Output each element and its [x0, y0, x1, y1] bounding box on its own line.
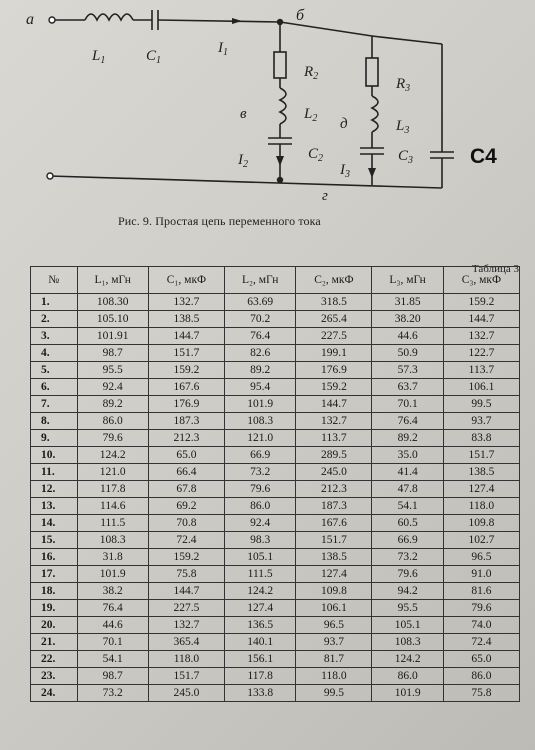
table-cell: 138.5: [148, 311, 224, 328]
table-cell: 101.9: [225, 396, 296, 413]
table-cell: 144.7: [296, 396, 372, 413]
table-cell: 365.4: [148, 634, 224, 651]
table-row: [31, 396, 520, 413]
table-row: [31, 600, 520, 617]
row-number-cell: 12.: [31, 481, 78, 498]
table-cell: 127.4: [225, 600, 296, 617]
table-cell: 132.7: [148, 294, 224, 311]
table-row: [31, 447, 520, 464]
table-cell: 117.8: [77, 481, 148, 498]
table-cell: 65.0: [443, 651, 519, 668]
table-cell: 140.1: [225, 634, 296, 651]
table-cell: 144.7: [443, 311, 519, 328]
table-row: [31, 413, 520, 430]
table-row: [31, 549, 520, 566]
table-row: [31, 328, 520, 345]
table-cell: 132.7: [443, 328, 519, 345]
table-cell: 136.5: [225, 617, 296, 634]
label-r3: $R_3$: [396, 76, 411, 94]
table-cell: 151.7: [148, 345, 224, 362]
table-header-row: [31, 267, 520, 294]
table-cell: 47.8: [372, 481, 443, 498]
current-arrow-i3: [368, 168, 376, 178]
table-cell: 96.5: [443, 549, 519, 566]
table-cell: 121.0: [225, 430, 296, 447]
table-cell: 50.9: [372, 345, 443, 362]
table-cell: 82.6: [225, 345, 296, 362]
table-row: [31, 498, 520, 515]
table-row: [31, 515, 520, 532]
table-cell: 227.5: [148, 600, 224, 617]
table-cell: 89.2: [77, 396, 148, 413]
table-cell: 70.1: [77, 634, 148, 651]
table-cell: 65.0: [148, 447, 224, 464]
table-cell: 102.7: [443, 532, 519, 549]
table-cell: 31.85: [372, 294, 443, 311]
table-cell: 111.5: [225, 566, 296, 583]
table-cell: 69.2: [148, 498, 224, 515]
table-cell: 41.4: [372, 464, 443, 481]
table-cell: 89.2: [372, 430, 443, 447]
table-cell: 92.4: [225, 515, 296, 532]
label-r2: $R_2$: [304, 64, 319, 82]
label-i2: $I_2$: [238, 152, 248, 170]
label-l1: $L_1$: [92, 48, 106, 66]
table-cell: 73.2: [225, 464, 296, 481]
table-cell: 167.6: [296, 515, 372, 532]
row-number-cell: 6.: [31, 379, 78, 396]
table-cell: 122.7: [443, 345, 519, 362]
table-cell: 57.3: [372, 362, 443, 379]
table-row: [31, 634, 520, 651]
table-cell: 66.9: [372, 532, 443, 549]
table-cell: 96.5: [296, 617, 372, 634]
table-cell: 79.6: [77, 430, 148, 447]
table-cell: 113.7: [443, 362, 519, 379]
table-row: [31, 685, 520, 702]
table-cell: 108.3: [77, 532, 148, 549]
label-c2: $C_2$: [308, 146, 324, 164]
table-cell: 70.1: [372, 396, 443, 413]
table-cell: 74.0: [443, 617, 519, 634]
table-cell: 44.6: [372, 328, 443, 345]
table-cell: 124.2: [372, 651, 443, 668]
table-cell: 144.7: [148, 583, 224, 600]
terminal-a: [49, 17, 55, 23]
row-number-cell: 4.: [31, 345, 78, 362]
table-cell: 70.8: [148, 515, 224, 532]
row-number-cell: 7.: [31, 396, 78, 413]
table-cell: 72.4: [443, 634, 519, 651]
table-cell: 81.6: [443, 583, 519, 600]
table-cell: 72.4: [148, 532, 224, 549]
table-cell: 187.3: [296, 498, 372, 515]
table-cell: 54.1: [372, 498, 443, 515]
circuit-diagram: [0, 0, 535, 215]
node-g-dot: [277, 177, 283, 183]
table-cell: 99.5: [296, 685, 372, 702]
table-row: [31, 362, 520, 379]
row-number-cell: 21.: [31, 634, 78, 651]
table-row: [31, 583, 520, 600]
table-cell: 212.3: [296, 481, 372, 498]
table-cell: 86.0: [372, 668, 443, 685]
table-row: [31, 311, 520, 328]
table-cell: 44.6: [77, 617, 148, 634]
row-number-cell: 3.: [31, 328, 78, 345]
row-number-cell: 10.: [31, 447, 78, 464]
label-l2: $L_2$: [304, 106, 318, 124]
table-cell: 159.2: [443, 294, 519, 311]
table-cell: 113.7: [296, 430, 372, 447]
table-cell: 105.1: [225, 549, 296, 566]
table-cell: 127.4: [443, 481, 519, 498]
table-cell: 106.1: [443, 379, 519, 396]
table-cell: 109.8: [443, 515, 519, 532]
table-row: [31, 430, 520, 447]
table-cell: 124.2: [225, 583, 296, 600]
table-cell: 151.7: [296, 532, 372, 549]
table-cell: 132.7: [148, 617, 224, 634]
header-cell: L₂, мГн: [225, 267, 296, 294]
table-cell: 105.10: [77, 311, 148, 328]
table-cell: 101.91: [77, 328, 148, 345]
table-cell: 121.0: [77, 464, 148, 481]
table-cell: 159.2: [148, 362, 224, 379]
header-cell: C₂, мкФ: [296, 267, 372, 294]
label-c1: $C_1$: [146, 48, 162, 66]
node-label-v: в: [240, 106, 247, 122]
label-i3: $I_3$: [340, 162, 350, 180]
table-cell: 93.7: [296, 634, 372, 651]
table-cell: 212.3: [148, 430, 224, 447]
label-l3: $L_3$: [396, 118, 410, 136]
node-label-b: б: [296, 7, 305, 24]
row-number-cell: 11.: [31, 464, 78, 481]
table-cell: 151.7: [443, 447, 519, 464]
table-cell: 289.5: [296, 447, 372, 464]
table-cell: 118.0: [148, 651, 224, 668]
row-number-cell: 14.: [31, 515, 78, 532]
table-cell: 156.1: [225, 651, 296, 668]
table-cell: 132.7: [296, 413, 372, 430]
table-cell: 67.8: [148, 481, 224, 498]
row-number-cell: 9.: [31, 430, 78, 447]
table-cell: 318.5: [296, 294, 372, 311]
table-cell: 63.7: [372, 379, 443, 396]
header-cell: C₃, мкФ: [443, 267, 519, 294]
table-cell: 73.2: [372, 549, 443, 566]
row-number-cell: 18.: [31, 583, 78, 600]
row-number-cell: 23.: [31, 668, 78, 685]
table-cell: 66.4: [148, 464, 224, 481]
table-cell: 79.6: [225, 481, 296, 498]
table-cell: 118.0: [443, 498, 519, 515]
table-row: [31, 566, 520, 583]
table-row: [31, 668, 520, 685]
table-cell: 98.3: [225, 532, 296, 549]
row-number-cell: 20.: [31, 617, 78, 634]
table-cell: 31.8: [77, 549, 148, 566]
table-body: [31, 294, 520, 702]
node-b-dot: [277, 19, 283, 25]
row-number-cell: 2.: [31, 311, 78, 328]
table-cell: 245.0: [296, 464, 372, 481]
row-number-cell: 24.: [31, 685, 78, 702]
table-cell: 73.2: [77, 685, 148, 702]
table-cell: 108.3: [372, 634, 443, 651]
table-cell: 89.2: [225, 362, 296, 379]
added-capacitor-label: C4: [470, 145, 497, 168]
table-cell: 75.8: [148, 566, 224, 583]
header-cell: L₁, мГн: [77, 267, 148, 294]
header-cell: C₁, мкФ: [148, 267, 224, 294]
row-number-cell: 22.: [31, 651, 78, 668]
table-cell: 95.5: [77, 362, 148, 379]
table-cell: 99.5: [443, 396, 519, 413]
table-cell: 63.69: [225, 294, 296, 311]
row-number-cell: 17.: [31, 566, 78, 583]
table-cell: 94.2: [372, 583, 443, 600]
row-number-cell: 5.: [31, 362, 78, 379]
row-number-cell: 13.: [31, 498, 78, 515]
node-label-a: а: [26, 11, 34, 28]
table-row: [31, 464, 520, 481]
table-cell: 138.5: [443, 464, 519, 481]
table-cell: 118.0: [296, 668, 372, 685]
table-cell: 75.8: [443, 685, 519, 702]
table-cell: 93.7: [443, 413, 519, 430]
node-label-d: д: [340, 116, 348, 132]
label-c3: $C_3$: [398, 148, 414, 166]
table-cell: 114.6: [77, 498, 148, 515]
table-cell: 124.2: [77, 447, 148, 464]
table-cell: 98.7: [77, 668, 148, 685]
table-cell: 138.5: [296, 549, 372, 566]
table-row: [31, 617, 520, 634]
row-number-cell: 15.: [31, 532, 78, 549]
table-cell: 35.0: [372, 447, 443, 464]
table-cell: 66.9: [225, 447, 296, 464]
table-cell: 95.5: [372, 600, 443, 617]
table-cell: 79.6: [372, 566, 443, 583]
table-cell: 92.4: [77, 379, 148, 396]
table-cell: 83.8: [443, 430, 519, 447]
table-cell: 245.0: [148, 685, 224, 702]
table-cell: 101.9: [372, 685, 443, 702]
table-cell: 76.4: [225, 328, 296, 345]
table-cell: 38.2: [77, 583, 148, 600]
table-cell: 98.7: [77, 345, 148, 362]
table-cell: 105.1: [372, 617, 443, 634]
table-cell: 127.4: [296, 566, 372, 583]
table-cell: 265.4: [296, 311, 372, 328]
table-cell: 76.4: [372, 413, 443, 430]
table-cell: 199.1: [296, 345, 372, 362]
header-cell: L₃, мГн: [372, 267, 443, 294]
current-arrow-i1: [232, 18, 242, 24]
terminal-bottom: [47, 173, 53, 179]
table-row: [31, 345, 520, 362]
table-cell: 133.8: [225, 685, 296, 702]
table-row: [31, 294, 520, 311]
table-cell: 86.0: [443, 668, 519, 685]
table-cell: 176.9: [148, 396, 224, 413]
table-cell: 106.1: [296, 600, 372, 617]
row-number-cell: 16.: [31, 549, 78, 566]
table-row: [31, 532, 520, 549]
table-cell: 151.7: [148, 668, 224, 685]
table-cell: 76.4: [77, 600, 148, 617]
table-cell: 86.0: [225, 498, 296, 515]
table-cell: 60.5: [372, 515, 443, 532]
row-number-cell: 8.: [31, 413, 78, 430]
table-cell: 54.1: [77, 651, 148, 668]
table-cell: 109.8: [296, 583, 372, 600]
table-row: [31, 651, 520, 668]
header-cell: №: [31, 267, 78, 294]
table-cell: 79.6: [443, 600, 519, 617]
table-cell: 95.4: [225, 379, 296, 396]
circuit-wires: [50, 10, 454, 188]
figure-caption: Рис. 9. Простая цепь переменного тока: [118, 214, 321, 228]
table-cell: 108.3: [225, 413, 296, 430]
current-arrow-i2: [276, 156, 284, 166]
table-cell: 117.8: [225, 668, 296, 685]
table-cell: 86.0: [77, 413, 148, 430]
table-cell: 111.5: [77, 515, 148, 532]
table-cell: 159.2: [148, 549, 224, 566]
table-cell: 108.30: [77, 294, 148, 311]
table-cell: 70.2: [225, 311, 296, 328]
node-label-g: г: [322, 188, 328, 204]
table-cell: 167.6: [148, 379, 224, 396]
row-number-cell: 1.: [31, 294, 78, 311]
table-cell: 91.0: [443, 566, 519, 583]
table-cell: 227.5: [296, 328, 372, 345]
table-row: [31, 379, 520, 396]
table-cell: 144.7: [148, 328, 224, 345]
row-number-cell: 19.: [31, 600, 78, 617]
table-cell: 187.3: [148, 413, 224, 430]
table-cell: 81.7: [296, 651, 372, 668]
table-cell: 101.9: [77, 566, 148, 583]
table-cell: 159.2: [296, 379, 372, 396]
label-i1: $I_1$: [218, 40, 228, 58]
table-cell: 38.20: [372, 311, 443, 328]
table-title: Таблица 3: [471, 263, 519, 275]
data-table: [30, 266, 520, 702]
table-cell: 176.9: [296, 362, 372, 379]
table-row: [31, 481, 520, 498]
